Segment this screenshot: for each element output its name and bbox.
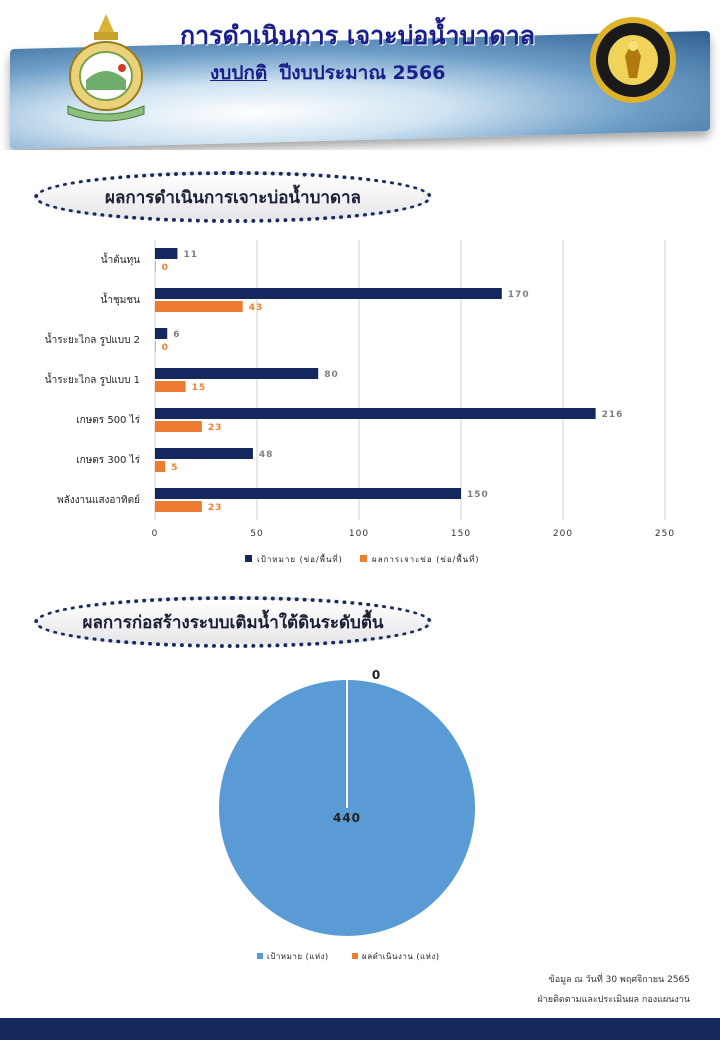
bar-result xyxy=(155,501,202,512)
data-label: 150 xyxy=(467,490,489,500)
category-label: น้ำระยะไกล รูปแบบ 1 xyxy=(44,375,140,386)
page-subtitle xyxy=(210,58,445,88)
data-label: 15 xyxy=(191,383,207,393)
data-label: 5 xyxy=(171,463,179,473)
pie-value-label: 0 xyxy=(371,668,381,682)
dgr-emblem-icon xyxy=(58,10,154,122)
bar-result xyxy=(155,421,202,432)
data-date-note: ข้อมูล ณ วันที่ 30 พฤศจิกายน 2565 xyxy=(548,975,690,985)
x-tick-label: 250 xyxy=(654,529,676,539)
bar-target xyxy=(155,328,167,339)
data-label: 43 xyxy=(248,303,264,313)
department-seal-icon xyxy=(588,12,678,108)
bar-target xyxy=(155,288,502,299)
legend-swatch xyxy=(360,555,367,562)
category-label: พลังงานแสงอาทิตย์ xyxy=(57,495,140,506)
well-drilling-bar-chart xyxy=(0,232,720,572)
pie-value-label: 440 xyxy=(332,811,362,825)
bar-result xyxy=(155,261,156,272)
bar-target xyxy=(155,248,177,259)
bar-target xyxy=(155,368,318,379)
legend-swatch xyxy=(245,555,252,562)
data-label: 11 xyxy=(183,250,198,260)
legend-label: เป้าหมาย (แห่ง) xyxy=(267,952,329,961)
category-label: เกษตร 300 ไร่ xyxy=(76,455,140,466)
data-label: 6 xyxy=(173,330,181,340)
legend-swatch xyxy=(352,953,358,959)
bar-result xyxy=(155,461,165,472)
category-label: เกษตร 500 ไร่ xyxy=(76,415,140,426)
data-label: 23 xyxy=(207,423,223,433)
category-label: น้ำชุมชน xyxy=(100,295,140,306)
footer-bar xyxy=(0,1018,720,1040)
legend-label: เป้าหมาย (ข่อ/พื้นที่) xyxy=(257,555,343,564)
data-label: 0 xyxy=(161,263,169,273)
bar-target xyxy=(155,488,461,499)
budget-type-label: งบปกติ xyxy=(210,62,268,84)
section-title-recharge xyxy=(34,596,432,648)
data-label: 0 xyxy=(161,343,169,353)
category-label: น้ำระยะไกล รูปแบบ 2 xyxy=(44,335,140,346)
data-label: 80 xyxy=(324,370,339,380)
bar-target xyxy=(155,408,596,419)
bar-result xyxy=(155,341,156,352)
bar-target xyxy=(155,448,253,459)
category-label: น้ำต้นทุน xyxy=(100,255,140,266)
bar-result xyxy=(155,301,243,312)
header-banner xyxy=(0,0,720,150)
x-tick-label: 0 xyxy=(151,529,159,539)
legend-label: ผลการเจาะข่อ (ข่อ/พื้นที่) xyxy=(372,555,480,564)
source-note: ฝ่ายติดตามและประเมินผล กองแผนงาน xyxy=(537,995,690,1005)
legend-label: ผลดำเนินงาน (แห่ง) xyxy=(362,952,440,961)
data-label: 216 xyxy=(601,410,624,420)
bar-result xyxy=(155,381,186,392)
x-tick-label: 100 xyxy=(348,529,370,539)
legend-swatch xyxy=(257,953,263,959)
section-title-wells xyxy=(34,171,432,223)
x-tick-label: 50 xyxy=(250,529,264,539)
data-label: 170 xyxy=(507,290,530,300)
page-title: การดำเนินการ เจาะบ่อน้ำบาดาล xyxy=(180,21,536,50)
data-label: 23 xyxy=(207,503,223,513)
x-tick-label: 200 xyxy=(552,529,574,539)
groundwater-recharge-pie-chart xyxy=(0,665,720,965)
fiscal-year-label: ปีงบประมาณ 2566 xyxy=(279,62,446,84)
section-title-wells-text: ผลการดำเนินการเจาะบ่อน้ำบาดาล xyxy=(105,187,361,208)
x-tick-label: 150 xyxy=(450,529,472,539)
section-title-recharge-text: ผลการก่อสร้างระบบเติมน้ำใต้ดินระดับตื้น xyxy=(82,612,384,633)
data-label: 48 xyxy=(258,450,274,460)
